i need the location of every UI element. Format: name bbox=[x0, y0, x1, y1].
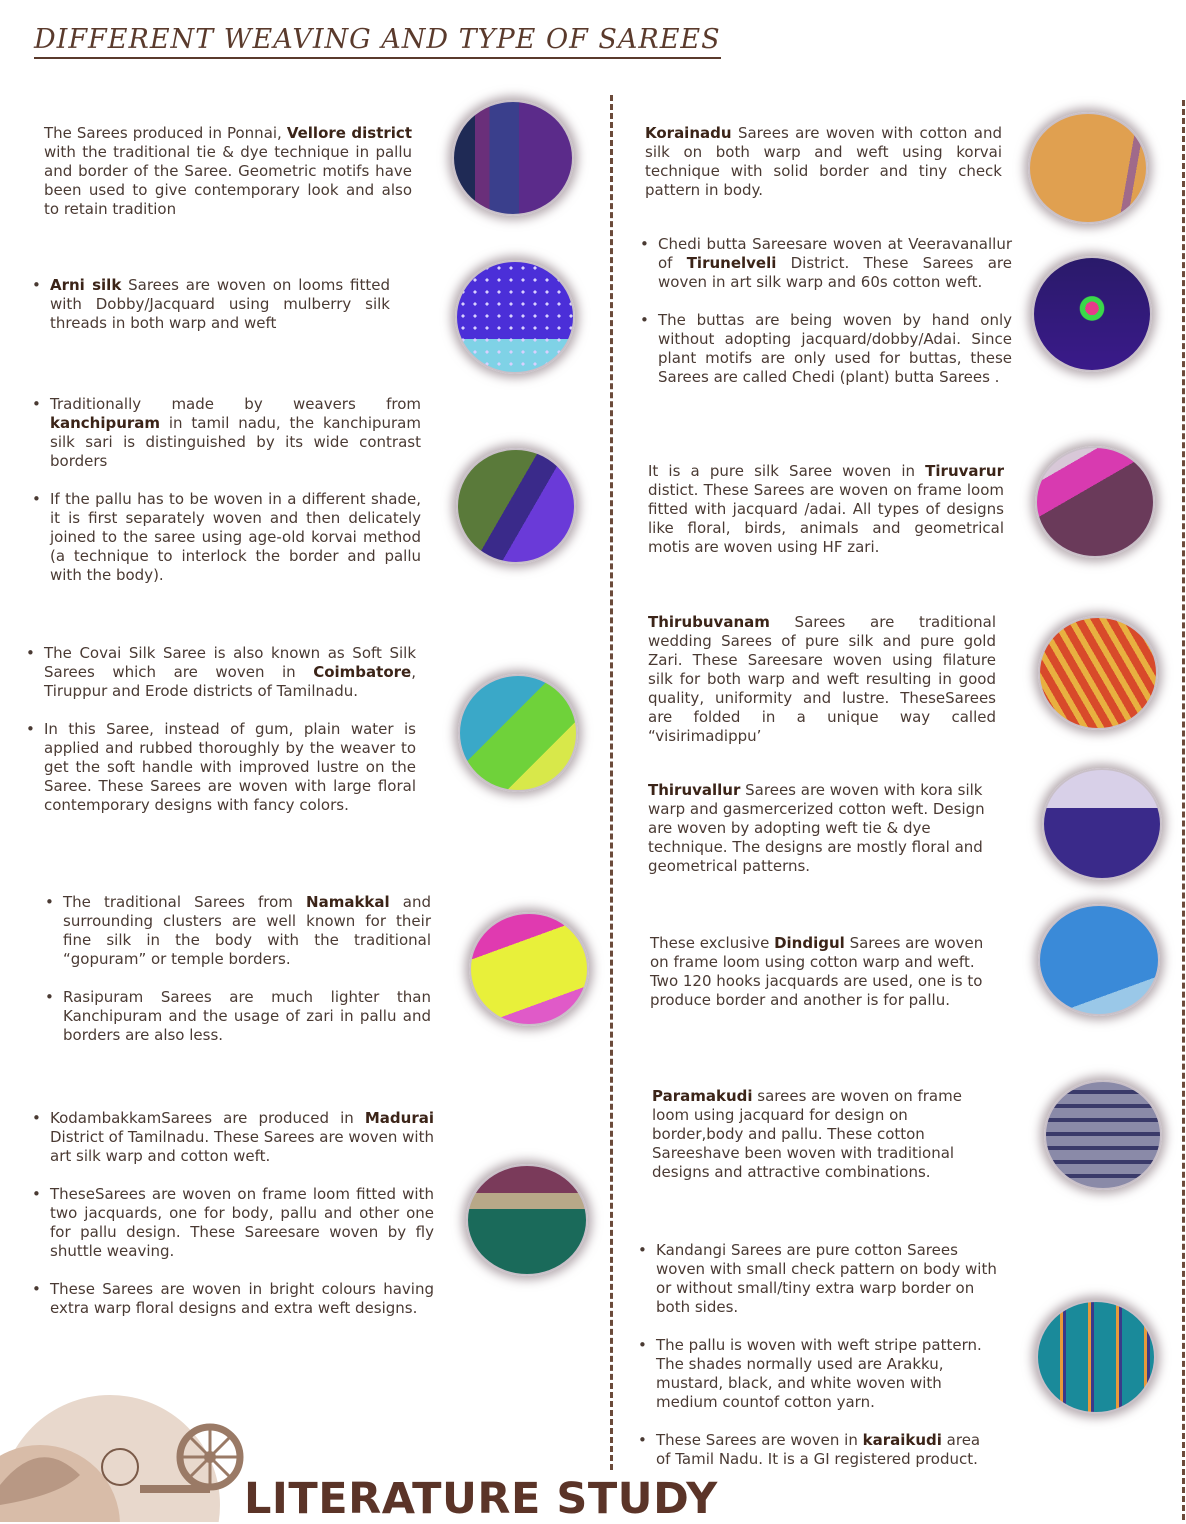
kanchipuram-text: • Traditionally made by weavers from kanchipuram in tamil nadu, the kanchipuram silk sari is distinguished by its wide contrast borders • If the pallu has to be woven in a different shade, it is first separately woven and then delicately joined to the saree using age-old korvai method (a technique to interlock the border and pallu with the body). bbox=[32, 395, 421, 585]
coimbatore-saree-image bbox=[458, 674, 578, 792]
tirunelveli-text: • Chedi butta Sareesare woven at Veeravanallur of Tirunelveli District. These Sarees are woven in art silk warp and 60s cotton weft. • The buttas are being woven by hand only without adopting jacquard/dobby/Adai. Since plant motifs are only used for buttas, these Sarees are called Chedi (plant) butta Sarees . bbox=[640, 235, 1012, 387]
dindigul-saree-image bbox=[1038, 904, 1160, 1016]
center-dashed-divider bbox=[610, 95, 613, 1470]
tiruvarur-text: It is a pure silk Saree woven in Tiruvarur distict. These Sarees are woven on frame loom fitted with jacquard /adai. All types of designs like floral, birds, animals and geometrical motis are woven using HF zari. bbox=[648, 462, 1004, 556]
right-dashed-edge bbox=[1182, 100, 1185, 1520]
coimbatore-text: • The Covai Silk Saree is also known as Soft Silk Sarees which are woven in Coimbatore, Tiruppur and Erode districts of Tamilnadu. • In this Saree, instead of gum, plain water is applied and rubbed thoroughly by the weaver to get the soft handle with improved lustre on the Saree. These Sarees are woven with large floral contemporary designs with fancy colors. bbox=[26, 644, 416, 815]
korainadu-text: Korainadu Sarees are woven with cotton and silk on both warp and weft using korvai technique with solid border and tiny check pattern in body. bbox=[645, 124, 1002, 199]
namakkal-text: • The traditional Sarees from Namakkal and surrounding clusters are well known for their fine silk in the body with the traditional “gopuram” or temple borders. • Rasipuram Sarees are much lighter than Kanchipuram and the usage of zari in pallu and borders are also less. bbox=[45, 893, 431, 1045]
karaikudi-saree-image bbox=[1036, 1300, 1156, 1414]
page-title: DIFFERENT WEAVING AND TYPE OF SAREES bbox=[34, 24, 721, 59]
arni-saree-image bbox=[455, 260, 575, 374]
tirunelveli-saree-image bbox=[1032, 256, 1152, 372]
arni-text: • Arni silk Sarees are woven on looms fitted with Dobby/Jacquard using mulberry silk threads in both warp and weft bbox=[32, 276, 390, 333]
paramakudi-text: Paramakudi sarees are woven on frame loom using jacquard for design on border,body and pallu. These cotton Sareeshave been woven with traditional designs and attractive combinations. bbox=[652, 1087, 962, 1181]
thiruvallur-saree-image bbox=[1042, 768, 1162, 880]
karaikudi-text: • Kandangi Sarees are pure cotton Sarees woven with small check pattern on body with or without small/tiny extra warp border on both sides. • The pallu is woven with weft stripe pattern. The shades normally used are Arakku, mustard, black, and white woven with medium countof cotton yarn. • These Sarees are woven in karaikudi area of Tamil Nadu. It is a GI registered product. bbox=[638, 1241, 998, 1469]
dindigul-text: These exclusive Dindigul Sarees are woven on frame loom using cotton warp and weft. Two 120 hooks jacquards are used, one is to produce border and another is for pallu. bbox=[650, 934, 984, 1009]
madurai-saree-image bbox=[466, 1164, 588, 1276]
thirubuvanam-text: Thirubuvanam Sarees are traditional wedding Sarees of pure silk and pure gold Zari. These Sareesare woven using filature silk for both warp and weft resulting in good quality, uniformity and lustre. TheseSarees are folded in a unique way called “visirimadippu’ bbox=[648, 613, 996, 745]
kanchipuram-saree-image bbox=[456, 448, 576, 564]
vellore-saree-image bbox=[452, 100, 574, 216]
footer-heading: LITERATURE STUDY bbox=[244, 1474, 718, 1524]
namakkal-saree-image bbox=[469, 912, 589, 1026]
madurai-text: • KodambakkamSarees are produced in Madurai District of Tamilnadu. These Sarees are woven with art silk warp and cotton weft. • TheseSarees are woven on frame loom fitted with two jacquards, one for body, pallu and other one for pallu design. These Sareesare woven by fly shuttle weaving. • These Sarees are woven in bright colours having extra warp floral designs and extra weft designs. bbox=[32, 1109, 434, 1318]
tiruvarur-saree-image bbox=[1035, 446, 1155, 558]
vellore-text: The Sarees produced in Ponnai, Vellore district with the traditional tie & dye technique in pallu and border of the Saree. Geometric motifs have been used to give contemporary look and also to retain tradition bbox=[44, 124, 412, 218]
thirubuvanam-saree-image bbox=[1038, 616, 1158, 730]
thiruvallur-text: Thiruvallur Sarees are woven with kora silk warp and gasmercerized cotton weft. Design are woven by adopting weft tie & dye technique. The designs are mostly floral and geometrical patterns. bbox=[648, 781, 985, 875]
spinning-wheel-decoration bbox=[0, 1375, 260, 1522]
paramakudi-saree-image bbox=[1044, 1080, 1162, 1190]
korainadu-saree-image bbox=[1028, 112, 1148, 224]
